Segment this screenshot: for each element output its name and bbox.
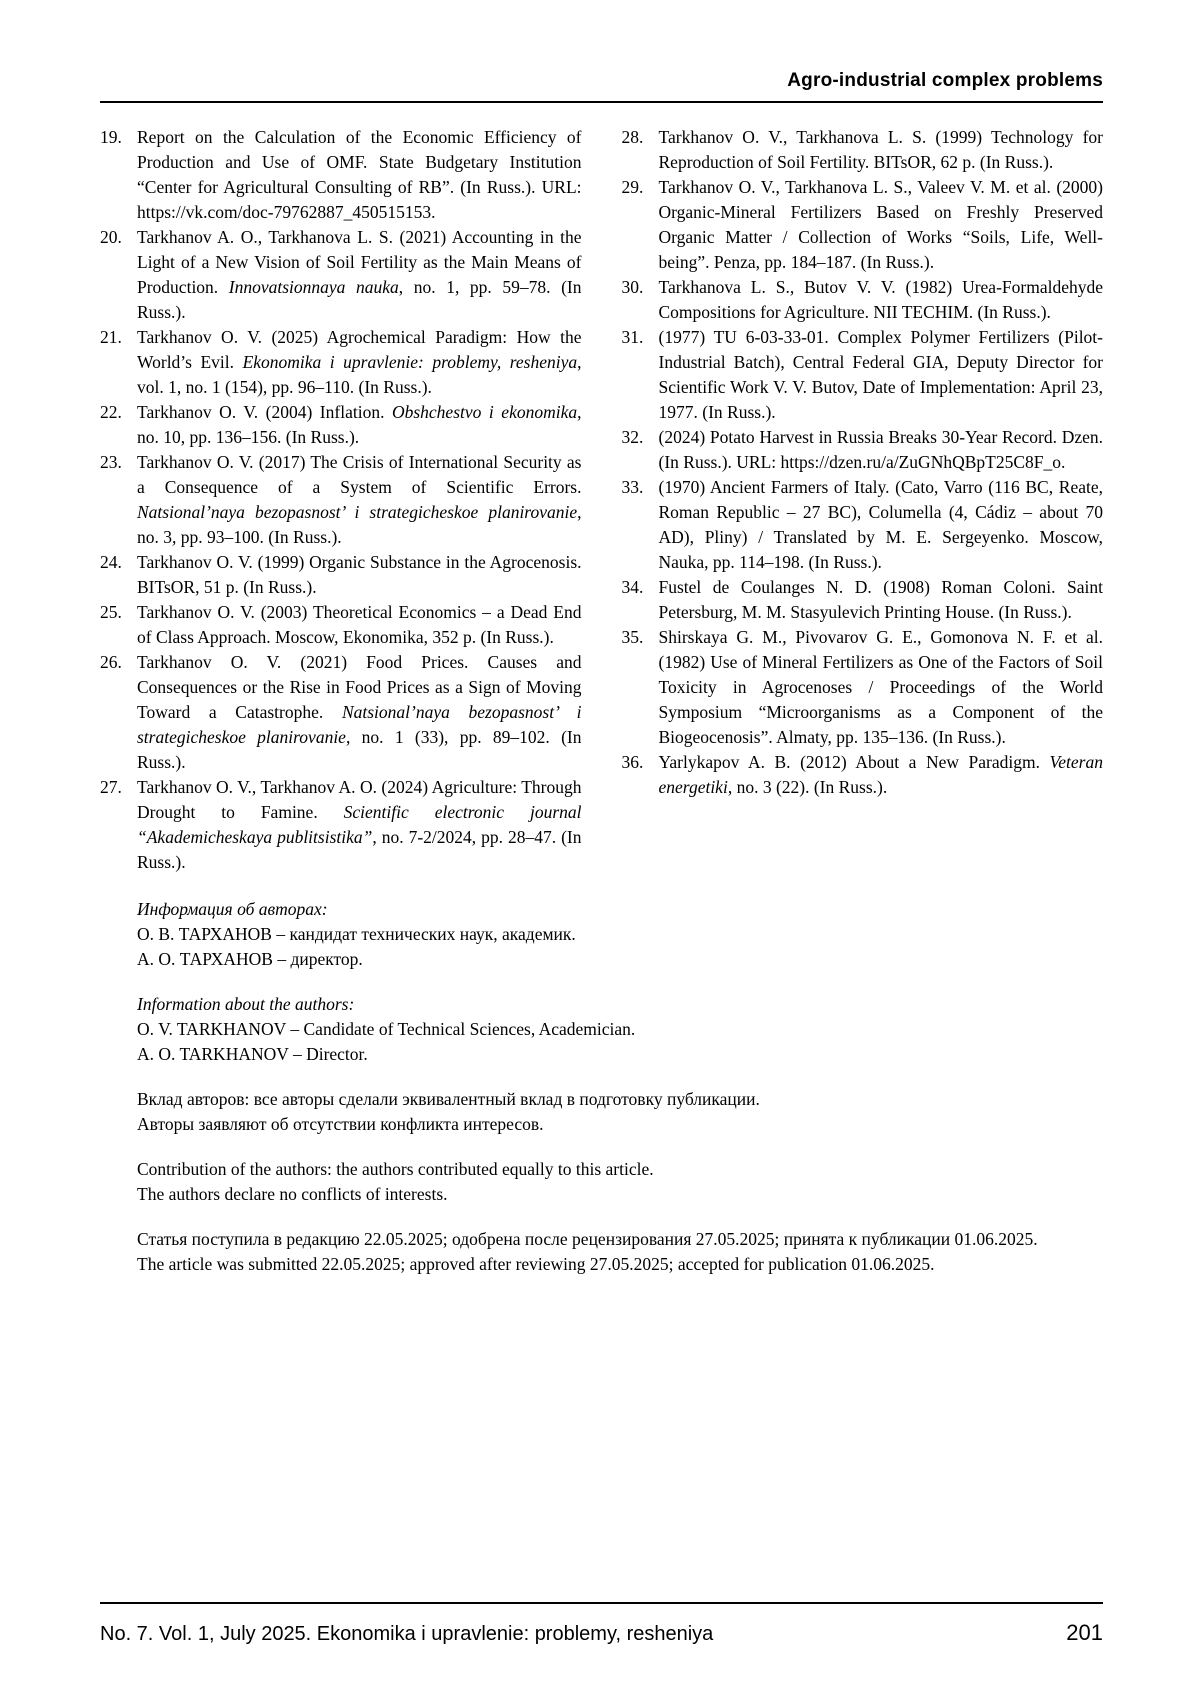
reference-text: , no. 7-2/2024, pp. 28–47. (In Russ.).	[137, 827, 582, 872]
reference-text: Report on the Calculation of the Economic Efficiency of Production and Use of OMF. State Budgetary Institution “Center for Agricultural Consulting of RB”. (In Russ.). URL: https://vk.com/doc-79762887_450515153.	[137, 127, 582, 222]
authors-ru-heading: Информация об авторах:	[137, 899, 328, 919]
authors-info-section	[100, 897, 1103, 1277]
reference-item	[622, 125, 1104, 175]
reference-item	[622, 475, 1104, 575]
header-rule	[100, 101, 1103, 103]
reference-item	[622, 625, 1104, 750]
reference-item	[100, 125, 582, 225]
reference-number: 20.	[100, 227, 122, 247]
reference-item	[100, 450, 582, 550]
reference-number: 22.	[100, 402, 122, 422]
reference-number: 24.	[100, 552, 122, 572]
contribution-ru-line-2: Авторы заявляют об отсутствии конфликта интересов.	[137, 1114, 544, 1134]
authors-en-line-1: O. V. TARKHANOV – Candidate of Technical Sciences, Academician.	[137, 1019, 636, 1039]
reference-text: , no. 1, pp. 59–78. (In Russ.).	[137, 277, 582, 322]
reference-text: Tarkhanov O. V., Tarkhanov A. O. (2024) Agriculture: Through Drought to Famine.	[137, 777, 582, 822]
reference-number: 19.	[100, 127, 122, 147]
reference-number: 36.	[621, 752, 644, 772]
reference-number: 35.	[621, 627, 644, 647]
reference-text: Tarkhanov O. V. (2004) Inflation.	[137, 402, 392, 422]
reference-number: 29.	[621, 177, 644, 197]
submission-dates-en: The article was submitted 22.05.2025; approved after reviewing 27.05.2025; accepted for publication 01.06.2025.	[137, 1254, 935, 1274]
reference-journal-title: Scientific electronic journal “Akademicheskaya publitsistika”	[137, 802, 582, 847]
reference-text: , no. 10, pp. 136–156. (In Russ.).	[137, 402, 582, 447]
contribution-ru-line-1: Вклад авторов: все авторы сделали эквивалентный вклад в подготовку публикации.	[137, 1089, 760, 1109]
reference-number: 34.	[621, 577, 644, 597]
reference-text: Fustel de Coulanges N. D. (1908) Roman Coloni. Saint Petersburg, M. M. Stasyulevich Printing House. (In Russ.).	[658, 577, 1103, 622]
authors-ru-line-2: А. О. ТАРХАНОВ – директор.	[137, 949, 363, 969]
reference-journal-title: Obshchestvo i ekonomika	[391, 402, 578, 422]
reference-number: 31.	[621, 327, 644, 347]
reference-item	[100, 325, 582, 400]
reference-item	[622, 275, 1104, 325]
reference-text: , no. 3, pp. 93–100. (In Russ.).	[137, 502, 582, 547]
authors-en-heading: Information about the authors:	[137, 994, 355, 1014]
reference-number: 25.	[100, 602, 122, 622]
reference-text: Tarkhanov O. V. (2003) Theoretical Economics – a Dead End of Class Approach. Moscow, Ekonomika, 352 p. (In Russ.).	[137, 602, 582, 647]
reference-text: Tarkhanova L. S., Butov V. V. (1982) Urea-Formaldehyde Compositions for Agriculture. NII TECHIM. (In Russ.).	[658, 277, 1103, 322]
reference-number: 21.	[100, 327, 122, 347]
reference-item	[100, 775, 582, 875]
reference-journal-title: Natsional’naya bezopasnost’ i strategicheskoe planirovanie	[137, 702, 582, 747]
reference-item	[622, 175, 1104, 275]
reference-text: Tarkhanov O. V., Tarkhanova L. S. (1999) Technology for Reproduction of Soil Fertility. BITsOR, 62 p. (In Russ.).	[658, 127, 1103, 172]
reference-text: (1977) TU 6-03-33-01. Complex Polymer Fertilizers (Pilot-Industrial Batch), Central Federal GIA, Deputy Director for Scientific Work V. V. Butov, Date of Implementation: April 23, 1977. (In Russ.).	[658, 327, 1103, 422]
reference-item	[622, 425, 1104, 475]
reference-text: Tarkhanov O. V. (2025) Agrochemical Paradigm: How the World’s Evil.	[137, 327, 582, 372]
reference-text: Tarkhanov A. O., Tarkhanova L. S. (2021) Accounting in the Light of a New Vision of Soil Fertility as the Main Means of Production.	[137, 227, 582, 297]
reference-journal-title: Natsional’naya bezopasnost’ i strategicheskoe planirovanie	[137, 502, 578, 522]
reference-text: (2024) Potato Harvest in Russia Breaks 30-Year Record. Dzen. (In Russ.). URL: https://dzen.ru/a/ZuGNhQBpT25C8F_o.	[658, 427, 1103, 472]
reference-text: Tarkhanov O. V., Tarkhanova L. S., Valeev V. M. et al. (2000) Organic-Mineral Fertilizers Based on Freshly Preserved Organic Matter / Collection of Works “Soils, Life, Well-being”. Penza, pp. 184–187. (In Russ.).	[658, 177, 1103, 272]
footer-line	[100, 1620, 1103, 1646]
reference-text: Tarkhanov O. V. (2017) The Crisis of International Security as a Consequence of a System of Scientific Errors.	[137, 452, 582, 497]
running-head-title: Agro-industrial complex problems	[787, 70, 1103, 91]
reference-item	[100, 400, 582, 450]
page-footer	[100, 1602, 1103, 1646]
reference-number: 27.	[100, 777, 122, 797]
references-right-column	[622, 125, 1104, 875]
authors-en-line-2: A. O. TARKHANOV – Director.	[137, 1044, 368, 1064]
reference-item	[100, 550, 582, 600]
reference-journal-title: Innovatsionnaya nauka	[228, 277, 399, 297]
reference-item	[100, 225, 582, 325]
reference-item	[622, 750, 1104, 800]
reference-number: 32.	[621, 427, 644, 447]
reference-text: Tarkhanov O. V. (1999) Organic Substance in the Agrocenosis. BITsOR, 51 p. (In Russ.).	[137, 552, 582, 597]
reference-text: , no. 3 (22). (In Russ.).	[727, 777, 888, 797]
references-left-column	[100, 125, 582, 875]
contribution-en-line-2: The authors declare no conflicts of interests.	[137, 1184, 448, 1204]
submission-dates-ru: Статья поступила в редакцию 22.05.2025; одобрена после рецензирования 27.05.2025; принята к публикации 01.06.2025.	[137, 1229, 1038, 1249]
reference-number: 33.	[621, 477, 644, 497]
footer-journal-info: No. 7. Vol. 1, July 2025. Ekonomika i upravlenie: problemy, resheniya	[100, 1623, 714, 1645]
reference-item	[100, 650, 582, 775]
reference-number: 23.	[100, 452, 122, 472]
reference-item	[100, 600, 582, 650]
page-header	[100, 70, 1103, 103]
reference-text: , vol. 1, no. 1 (154), pp. 96–110. (In Russ.).	[137, 352, 582, 397]
reference-item	[622, 325, 1104, 425]
reference-journal-title: Ekonomika i upravlenie: problemy, resheniya	[242, 352, 578, 372]
reference-text: , no. 1 (33), pp. 89–102. (In Russ.).	[137, 727, 582, 772]
reference-number: 28.	[621, 127, 644, 147]
reference-text: Tarkhanov O. V. (2021) Food Prices. Causes and Consequences or the Rise in Food Prices as a Sign of Moving Toward a Catastrophe.	[137, 652, 582, 722]
contribution-en-line-1: Contribution of the authors: the authors contributed equally to this article.	[137, 1159, 654, 1179]
references-section	[100, 125, 1103, 875]
footer-rule	[100, 1602, 1103, 1604]
reference-text: (1970) Ancient Farmers of Italy. (Cato, Varro (116 BC, Reate, Roman Republic – 27 BC), Columella (4, Cádiz – about 70 AD), Pliny) / Translated by M. E. Sergeyenko. Moscow, Nauka, pp. 114–198. (In Russ.).	[658, 477, 1103, 572]
page-number: 201	[1066, 1620, 1103, 1645]
reference-number: 26.	[100, 652, 122, 672]
reference-item	[622, 575, 1104, 625]
reference-text: Shirskaya G. M., Pivovarov G. E., Gomonova N. F. et al. (1982) Use of Mineral Fertilizers as One of the Factors of Soil Toxicity in Agrocenoses / Proceedings of the World Symposium “Microorganisms as a Component of the Biogeocenosis”. Almaty, pp. 135–136. (In Russ.).	[658, 627, 1103, 747]
reference-number: 30.	[621, 277, 644, 297]
reference-text: Yarlykapov A. B. (2012) About a New Paradigm.	[658, 752, 1050, 772]
reference-journal-title: Veteran energetiki	[658, 752, 1103, 797]
authors-ru-line-1: О. В. ТАРХАНОВ – кандидат технических наук, академик.	[137, 924, 576, 944]
